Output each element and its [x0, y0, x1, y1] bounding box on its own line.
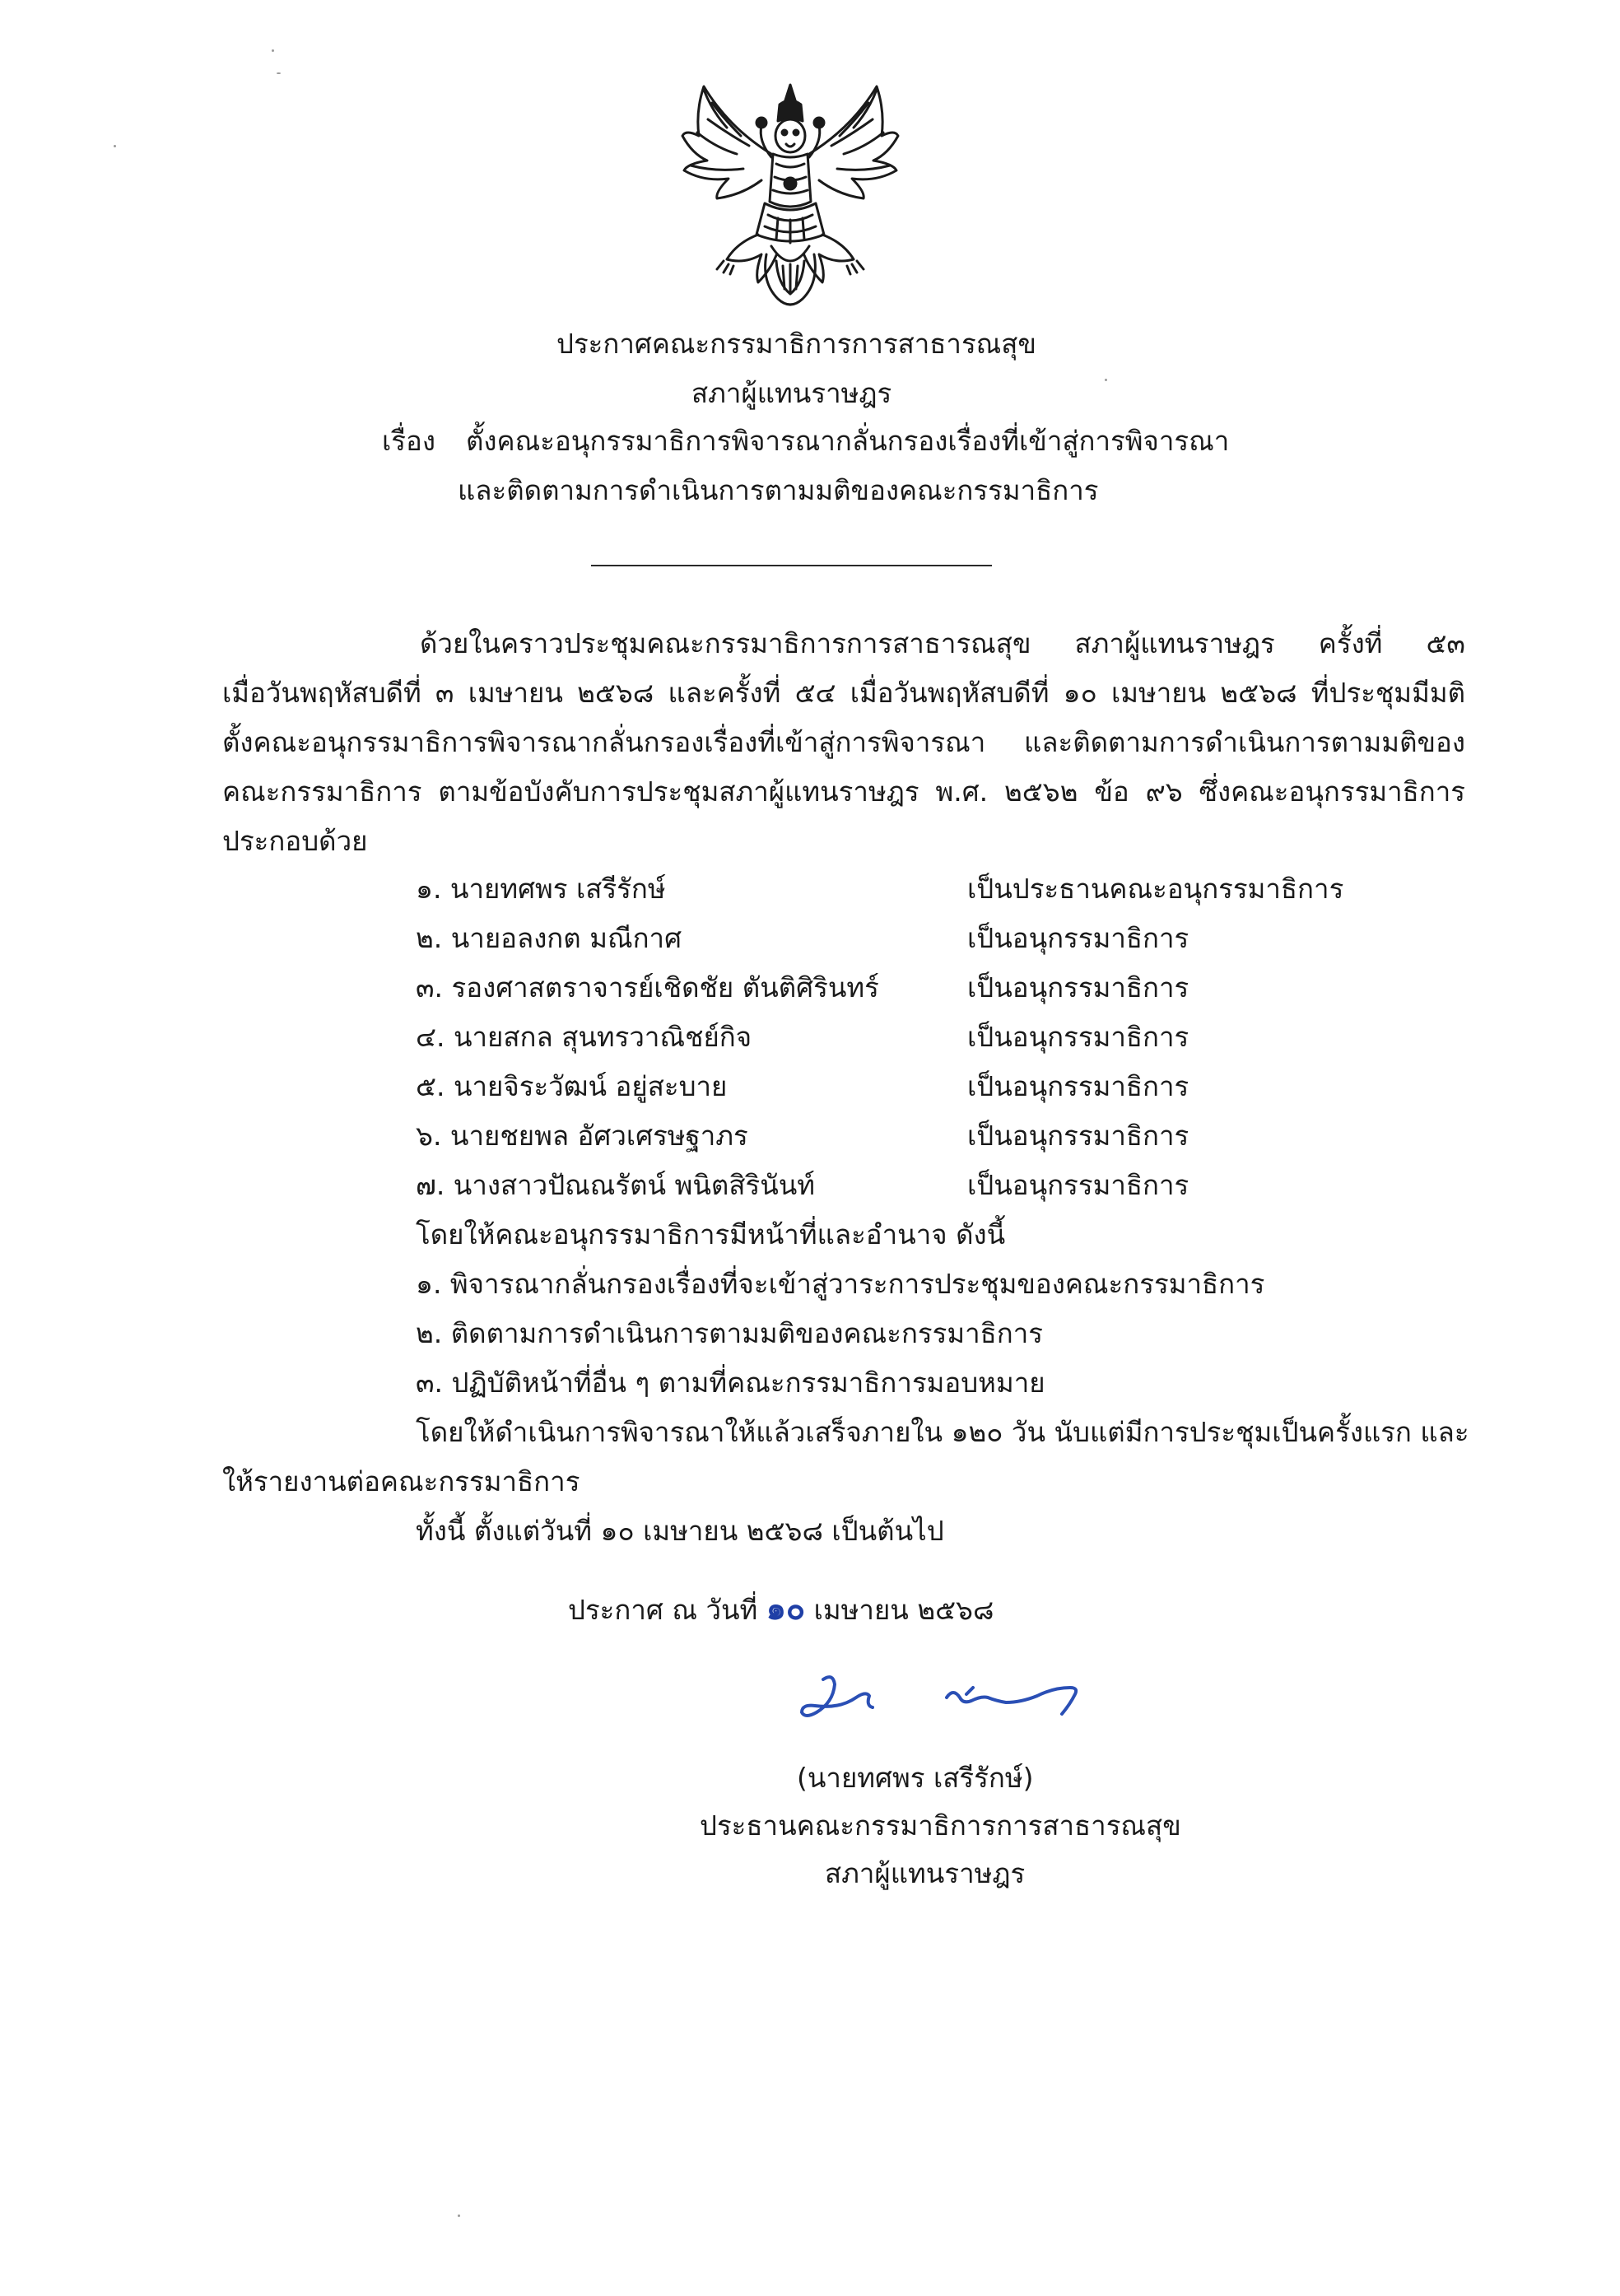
member-name: ๒. นายอลงกต มณีกาศ [416, 922, 682, 954]
announce-suffix: เมษายน ๒๕๖๘ [813, 1594, 994, 1626]
subject-label: เรื่อง [382, 425, 435, 457]
announce-date [568, 1590, 994, 1628]
signer-org: สภาผู้แทนราษฎร [825, 1857, 1026, 1889]
scan-speck [1105, 379, 1107, 381]
scan-speck [114, 145, 116, 147]
para1-line-5: ประกอบด้วย [222, 825, 368, 857]
member-role: เป็นประธานคณะอนุกรรมาธิการ [967, 873, 1344, 905]
para1-line-3: ตั้งคณะอนุกรรมาธิการพิจารณากลั่นกรองเรื่องที่เข้าสู่การพิจารณา และติดตามการดำเนินการตามมติของ [222, 726, 1465, 758]
scan-speck [272, 49, 274, 52]
member-name: ๓. รองศาสตราจารย์เชิดชัย ตันติศิรินทร์ [416, 971, 879, 1004]
duty-item: ๓. ปฏิบัติหน้าที่อื่น ๆ ตามที่คณะกรรมาธิการมอบหมาย [416, 1367, 1045, 1399]
subject-line-2: และติดตามการดำเนินการตามมติของคณะกรรมาธิการ [458, 474, 1099, 506]
member-role: เป็นอนุกรรมาธิการ [967, 922, 1189, 954]
signer-title: ประธานคณะกรรมาธิการการสาธารณสุข [700, 1809, 1181, 1842]
header-line-1: ประกาศคณะกรรมาธิการการสาธารณสุข [556, 328, 1036, 360]
subject-line-1: ตั้งคณะอนุกรรมาธิการพิจารณากลั่นกรองเรื่องที่เข้าสู่การพิจารณา [466, 425, 1230, 457]
announce-prefix: ประกาศ ณ วันที่ [568, 1594, 758, 1626]
signature [790, 1655, 1120, 1745]
announce-day: ๑๐ [766, 1590, 806, 1627]
deadline-line-2: ให้รายงานต่อคณะกรรมาธิการ [222, 1465, 580, 1497]
member-name: ๖. นายชยพล อัศวเศรษฐาภร [416, 1120, 748, 1152]
deadline-line-1: โดยให้ดำเนินการพิจารณาให้แล้วเสร็จภายใน ๑๒๐ วัน นับแต่มีการประชุมเป็นครั้งแรก และ [416, 1416, 1469, 1448]
para1-line-4: คณะกรรมาธิการ ตามข้อบังคับการประชุมสภาผู้แทนราษฎร พ.ศ. ๒๕๖๒ ข้อ ๙๖ ซึ่งคณะอนุกรรมาธิการ [222, 775, 1465, 808]
header-divider [591, 565, 992, 566]
effective-date: ทั้งนี้ ตั้งแต่วันที่ ๑๐ เมษายน ๒๕๖๘ เป็นต้นไป [416, 1515, 944, 1547]
member-role: เป็นอนุกรรมาธิการ [967, 1169, 1189, 1201]
duties-intro: โดยให้คณะอนุกรรมาธิการมีหน้าที่และอำนาจ ดังนี้ [416, 1218, 1006, 1250]
duty-item: ๒. ติดตามการดำเนินการตามมติของคณะกรรมาธิการ [416, 1317, 1044, 1349]
para1-line-2: เมื่อวันพฤหัสบดีที่ ๓ เมษายน ๒๕๖๘ และครั้งที่ ๕๔ เมื่อวันพฤหัสบดีที่ ๑๐ เมษายน ๒๕๖๘ ที่ประชุมมีมติ [222, 677, 1465, 709]
scan-speck [458, 2214, 460, 2217]
member-name: ๑. นายทศพร เสรีรักษ์ [416, 873, 666, 905]
member-name: ๗. นางสาวปัณณรัตน์ พนิตสิรินันท์ [416, 1169, 816, 1201]
member-role: เป็นอนุกรรมาธิการ [967, 1070, 1189, 1102]
duty-item: ๑. พิจารณากลั่นกรองเรื่องที่จะเข้าสู่วาระการประชุมของคณะกรรมาธิการ [416, 1268, 1265, 1300]
member-name: ๕. นายจิระวัฒน์ อยู่สะบาย [416, 1070, 728, 1102]
para1-line-1: ด้วยในคราวประชุมคณะกรรมาธิการการสาธารณสุข สภาผู้แทนราษฎร ครั้งที่ ๕๓ [420, 627, 1465, 659]
member-name: ๔. นายสกล สุนทรวาณิชย์กิจ [416, 1021, 752, 1053]
member-role: เป็นอนุกรรมาธิการ [967, 971, 1189, 1004]
header-line-2: สภาผู้แทนราษฎร [691, 377, 892, 409]
member-role: เป็นอนุกรรมาธิการ [967, 1021, 1189, 1053]
member-role: เป็นอนุกรรมาธิการ [967, 1120, 1189, 1152]
signer-name: (นายทศพร เสรีรักษ์) [797, 1762, 1034, 1794]
scan-speck [277, 72, 281, 74]
garuda-emblem-icon [679, 78, 901, 313]
